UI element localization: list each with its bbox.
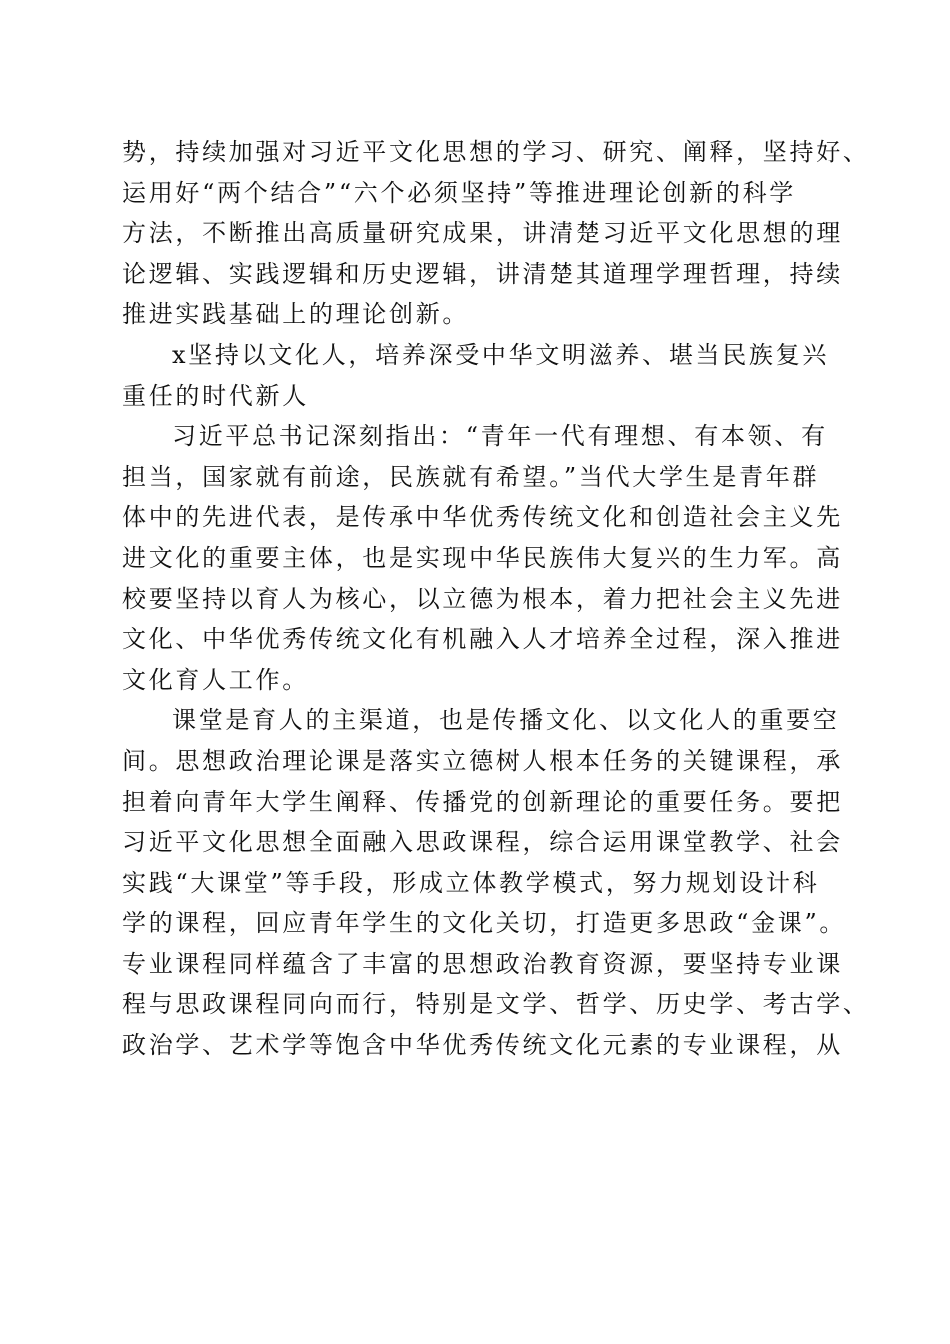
text-line: 文化、中华优秀传统文化有机融入人才培养全过程，深入推进 [122, 625, 843, 654]
text-line: 担当，国家就有前途，民族就有希望。”当代大学生是青年群 [122, 462, 820, 491]
text-line: 校要坚持以育人为核心，以立德为根本，着力把社会主义先进 [122, 584, 843, 613]
text-line: 推进实践基础上的理论创新。 [122, 300, 470, 329]
text-line: 政治学、艺术学等饱含中华优秀传统文化元素的专业课程，从 [122, 1031, 843, 1060]
text-line: 担着向青年大学生阐释、传播党的创新理论的重要任务。要把 [122, 787, 843, 816]
text-line: 专业课程同样蕴含了丰富的思想政治教育资源，要坚持专业课 [122, 949, 843, 978]
text-line: 文化育人工作。 [122, 665, 309, 694]
text-line: 方法，不断推出高质量研究成果，讲清楚习近平文化思想的理 [122, 219, 843, 248]
text-line: 习近平文化思想全面融入思政课程，综合运用课堂教学、社会 [122, 828, 843, 857]
text-line: 进文化的重要主体，也是实现中华民族伟大复兴的生力军。高 [122, 543, 843, 572]
text-line: 势，持续加强对习近平文化思想的学习、研究、阐释，坚持好、 [122, 138, 870, 166]
document-body [122, 132, 870, 1066]
text-line: 习近平总书记深刻指出：“青年一代有理想、有本领、有 [172, 422, 828, 451]
text-line: 论逻辑、实践逻辑和历史逻辑，讲清楚其道理学理哲理，持续 [122, 259, 843, 288]
text-line: 实践“大课堂”等手段，形成立体教学模式，努力规划设计科 [122, 868, 820, 897]
text-line: 程与思政课程同向而行，特别是文学、哲学、历史学、考古学、 [122, 990, 870, 1019]
section-heading-line: x坚持以文化人，培养深受中华文明滋养、堪当民族复兴 [172, 340, 830, 369]
text-line: 学的课程，回应青年学生的文化关切，打造更多思政“金课”。 [122, 909, 847, 938]
text-line: 间。思想政治理论课是落实立德树人根本任务的关键课程，承 [122, 746, 843, 775]
text-line: 体中的先进代表，是传承中华优秀传统文化和创造社会主义先 [122, 503, 843, 532]
section-heading-line: 重任的时代新人 [122, 381, 309, 410]
text-line: 运用好“两个结合”“六个必须坚持”等推进理论创新的科学 [122, 178, 796, 207]
text-line: 课堂是育人的主渠道，也是传播文化、以文化人的重要空 [172, 706, 840, 735]
